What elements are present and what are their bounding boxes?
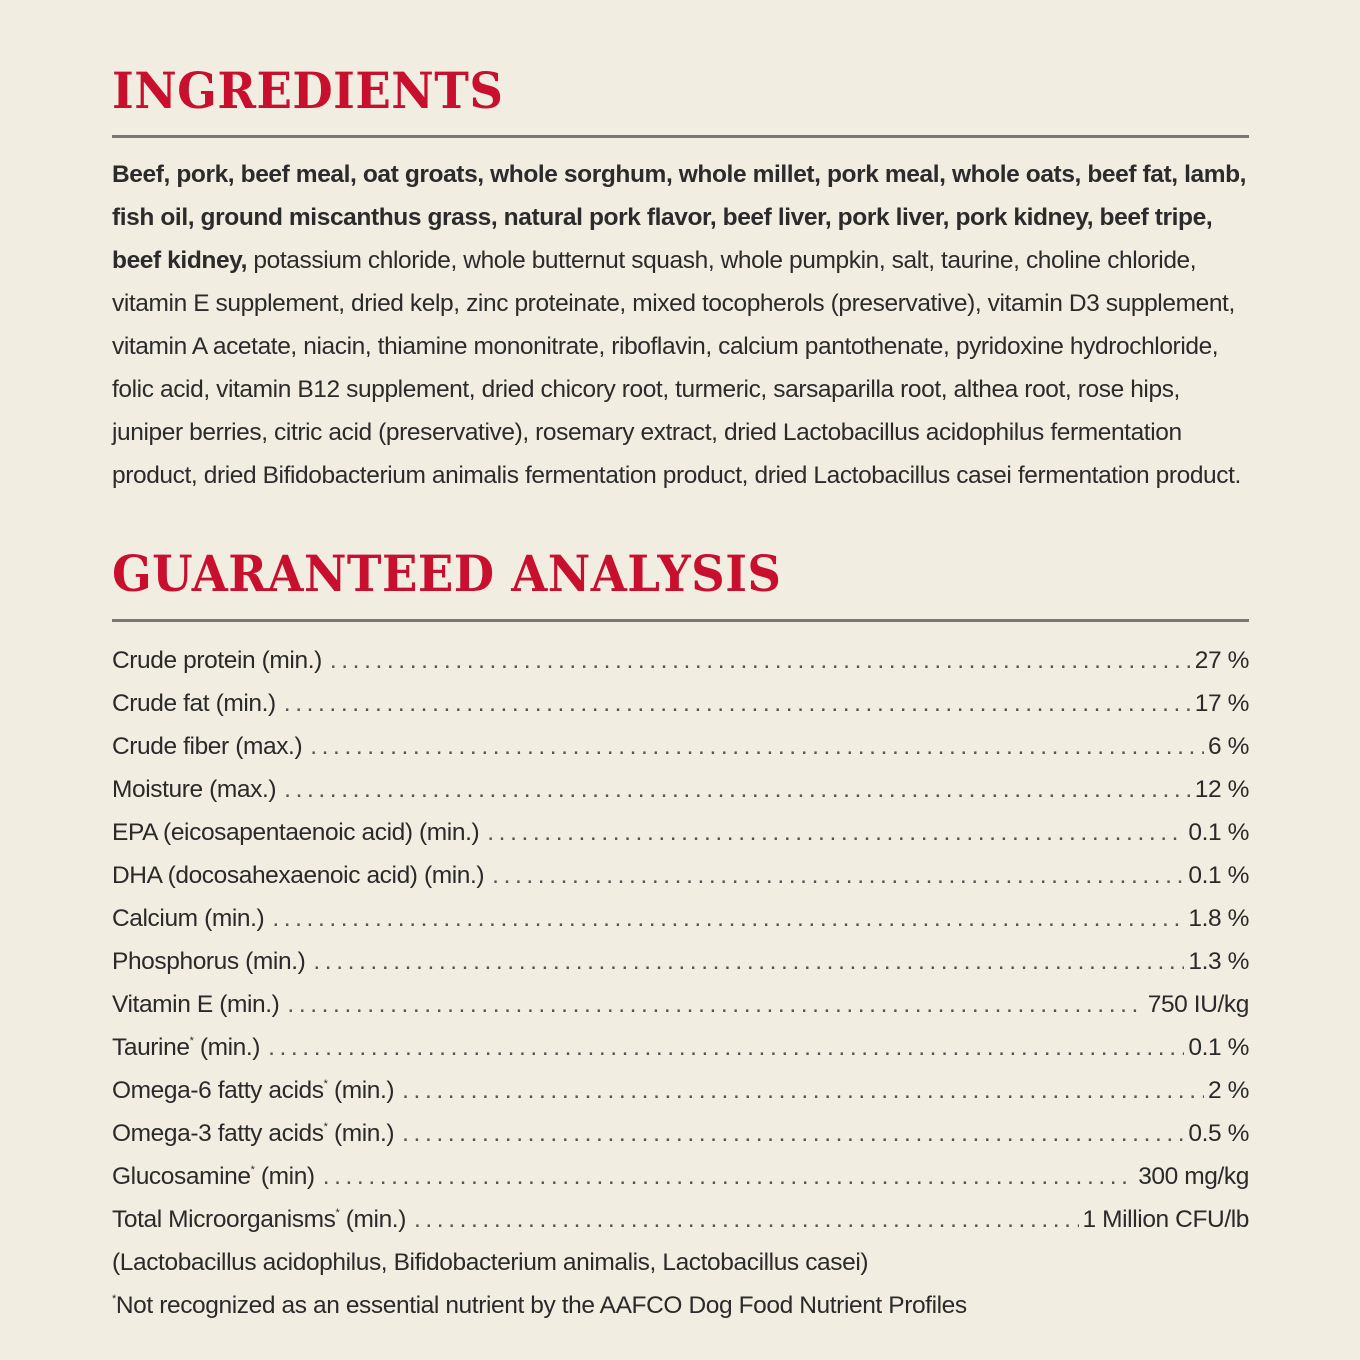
nutrient-name: Glucosamine <box>112 1163 251 1190</box>
nutrient-label <box>112 897 264 940</box>
analysis-row <box>112 1155 1249 1198</box>
nutrient-value: 0.1 % <box>1188 819 1249 846</box>
dot-leader <box>487 811 1184 854</box>
analysis-row <box>112 897 1249 940</box>
analysis-row <box>112 682 1249 725</box>
ingredients-primary: Beef, pork, beef meal, oat groats, whole sorghum, whole millet, pork meal, whole oats, beef fat, lamb, fish oil, ground miscanthus grass, natural pork flavor, beef liver, pork liver, pork kidney, beef tripe, beef kidney, <box>112 161 1247 274</box>
analysis-table <box>112 639 1249 1327</box>
nutrient-value: 1.3 % <box>1188 948 1249 975</box>
dot-leader <box>492 854 1184 897</box>
nutrient-value: 750 IU/kg <box>1147 991 1249 1018</box>
nutrient-name: Crude protein (min.) <box>112 647 322 674</box>
nutrient-qualifier: (min.) <box>193 1034 261 1061</box>
analysis-heading: GUARANTEED ANALYSIS <box>112 544 782 603</box>
nutrient-label <box>112 1112 394 1155</box>
nutrient-label <box>112 983 279 1026</box>
dot-leader <box>402 1069 1204 1112</box>
nutrient-name: Calcium (min.) <box>112 905 265 932</box>
dot-leader <box>402 1112 1184 1155</box>
ingredients-divider <box>112 135 1249 138</box>
dot-leader <box>414 1198 1079 1241</box>
analysis-row <box>112 854 1249 897</box>
nutrient-name: Moisture (max.) <box>112 776 277 803</box>
dot-leader <box>284 682 1191 725</box>
nutrient-value: 2 % <box>1207 1077 1249 1104</box>
nutrient-label <box>112 639 322 682</box>
nutrient-value: 27 % <box>1194 647 1249 674</box>
nutrient-name: DHA (docosahexaenoic acid) (min.) <box>112 862 485 889</box>
analysis-row <box>112 1198 1249 1241</box>
nutrient-footnote-mark: * <box>250 1164 255 1176</box>
microorganisms-note: (Lactobacillus acidophilus, Bifidobacterium animalis, Lactobacillus casei) <box>112 1249 869 1276</box>
dot-leader <box>284 768 1191 811</box>
nutrient-value: 0.5 % <box>1188 1120 1249 1147</box>
nutrient-label <box>112 854 484 897</box>
nutrient-label <box>112 811 479 854</box>
nutrient-qualifier: (min.) <box>327 1077 395 1104</box>
dot-leader <box>330 639 1191 682</box>
nutrient-name: Total Microorganisms <box>112 1206 336 1233</box>
analysis-row <box>112 1026 1249 1069</box>
nutrient-footnote-mark: * <box>189 1035 194 1047</box>
nutrient-name: Taurine <box>112 1034 190 1061</box>
dot-leader <box>287 983 1143 1026</box>
nutrient-name: EPA (eicosapentaenoic acid) (min.) <box>112 819 480 846</box>
footnote-mark: * <box>112 1293 116 1305</box>
analysis-row <box>112 983 1249 1026</box>
dot-leader <box>313 940 1184 983</box>
nutrient-value: 0.1 % <box>1188 862 1249 889</box>
nutrient-label <box>112 1155 315 1198</box>
analysis-row <box>112 725 1249 768</box>
nutrient-value: 6 % <box>1207 733 1249 760</box>
analysis-row <box>112 1069 1249 1112</box>
nutrient-label <box>112 940 305 983</box>
footnote-text: Not recognized as an essential nutrient by the AAFCO Dog Food Nutrient Profiles <box>115 1292 967 1319</box>
nutrient-qualifier: (min.) <box>327 1120 395 1147</box>
analysis-row <box>112 768 1249 811</box>
nutrient-value: 17 % <box>1194 690 1249 717</box>
analysis-rows <box>112 639 1249 1241</box>
nutrient-label <box>112 1026 260 1069</box>
nutrient-footnote-mark: * <box>323 1078 328 1090</box>
nutrient-footnote-mark: * <box>335 1207 340 1219</box>
nutrient-label <box>112 1198 406 1241</box>
dot-leader <box>323 1155 1135 1198</box>
analysis-row <box>112 639 1249 682</box>
nutrient-name: Omega-6 fatty acids <box>112 1077 324 1104</box>
nutrient-value: 1.8 % <box>1188 905 1249 932</box>
ingredients-secondary: potassium chloride, whole butternut squash, whole pumpkin, salt, taurine, choline chloride, vitamin E supplement, dried kelp, zinc proteinate, mixed tocopherols (preservative), vitamin D3 supplement, vitamin A acetate, niacin, thiamine mononitrate, riboflavin, calcium pantothenate, pyridoxine hydrochloride, folic acid, vitamin B12 supplement, dried chicory root, turmeric, sarsaparilla root, althea root, rose hips, juniper berries, citric acid (preservative), rosemary extract, dried Lactobacillus acidophilus fermentation product, dried Bifidobacterium animalis fermentation product, dried Lactobacillus casei fermentation product. <box>112 247 1241 489</box>
dot-leader <box>268 1026 1184 1069</box>
nutrient-value: 1 Million CFU/lb <box>1082 1206 1249 1233</box>
analysis-row <box>112 1112 1249 1155</box>
analysis-divider <box>112 619 1249 622</box>
nutrient-value: 12 % <box>1194 776 1249 803</box>
nutrient-label <box>112 725 302 768</box>
nutrient-label <box>112 682 276 725</box>
nutrient-qualifier: (min) <box>254 1163 315 1190</box>
dot-leader <box>272 897 1184 940</box>
analysis-row <box>112 811 1249 854</box>
footnote <box>112 1284 1249 1327</box>
nutrient-name: Omega-3 fatty acids <box>112 1120 324 1147</box>
dot-leader <box>310 725 1204 768</box>
ingredients-list <box>112 153 1249 497</box>
nutrient-name: Phosphorus (min.) <box>112 948 306 975</box>
nutrient-label <box>112 1069 394 1112</box>
ingredients-heading: INGREDIENTS <box>112 61 504 120</box>
nutrient-qualifier: (min.) <box>339 1206 406 1233</box>
nutrient-name: Vitamin E (min.) <box>112 991 280 1018</box>
nutrient-value: 0.1 % <box>1188 1034 1249 1061</box>
nutrient-name: Crude fat (min.) <box>112 690 276 717</box>
nutrient-label <box>112 768 276 811</box>
nutrient-value: 300 mg/kg <box>1138 1163 1249 1190</box>
nutrient-name: Crude fiber (max.) <box>112 733 303 760</box>
nutrient-footnote-mark: * <box>323 1121 328 1133</box>
analysis-row <box>112 940 1249 983</box>
